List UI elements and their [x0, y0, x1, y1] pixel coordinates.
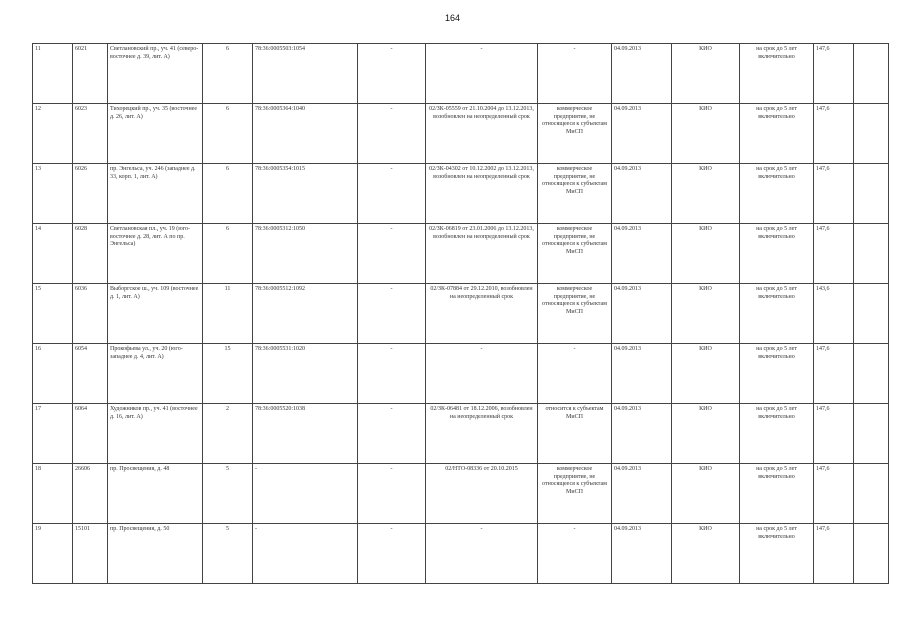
column-dash: - — [358, 164, 426, 224]
price: 147,6 — [814, 344, 854, 404]
contract-info: 02/ЗК-04302 от 10.12.2002 до 13.12.2013, возобновлен на неопределенный срок — [426, 164, 538, 224]
contract-info: 02/ЗК-05559 от 21.10.2004 до 13.12.2013, возобновлен на неопределенный срок — [426, 104, 538, 164]
entity-status: - — [538, 524, 612, 584]
cadastral-number: 78:36:0005312:1050 — [253, 224, 358, 284]
address: Прокофьева ул., уч. 20 (юго-западнее д. 4, лит. А) — [108, 344, 203, 404]
price: 147,6 — [814, 404, 854, 464]
organization: КИО — [672, 464, 740, 524]
area: 2 — [203, 404, 253, 464]
entity-status: коммерческое предприятие, не относящееся к субъектам МиСП — [538, 224, 612, 284]
organization: КИО — [672, 104, 740, 164]
entity-status: относится к субъектам МиСП — [538, 404, 612, 464]
row-number: 16 — [33, 344, 73, 404]
term: на срок до 5 лет включительно — [740, 344, 814, 404]
extra-cell — [854, 224, 889, 284]
price: 147,6 — [814, 104, 854, 164]
cadastral-number: 78:36:0005520:1038 — [253, 404, 358, 464]
column-dash: - — [358, 104, 426, 164]
entity-status: коммерческое предприятие, не относящееся к субъектам МиСП — [538, 464, 612, 524]
row-number: 18 — [33, 464, 73, 524]
object-id: 6054 — [73, 344, 108, 404]
column-dash: - — [358, 344, 426, 404]
entity-status: - — [538, 44, 612, 104]
object-id: 6036 — [73, 284, 108, 344]
table-row — [33, 524, 889, 584]
cadastral-number: - — [253, 464, 358, 524]
organization: КИО — [672, 224, 740, 284]
entity-status: - — [538, 344, 612, 404]
decision-date: 04.09.2013 — [612, 464, 672, 524]
area: 6 — [203, 104, 253, 164]
table-row — [33, 464, 889, 524]
area: 15 — [203, 344, 253, 404]
price: 147,6 — [814, 164, 854, 224]
term: на срок до 5 лет включительно — [740, 224, 814, 284]
address: Выборгское ш., уч. 109 (восточнее д. 1, лит. А) — [108, 284, 203, 344]
column-dash: - — [358, 464, 426, 524]
term: на срок до 5 лет включительно — [740, 44, 814, 104]
area: 6 — [203, 164, 253, 224]
decision-date: 04.09.2013 — [612, 164, 672, 224]
cadastral-number: 78:36:0005512:1092 — [253, 284, 358, 344]
price: 147,6 — [814, 224, 854, 284]
table-row — [33, 44, 889, 104]
decision-date: 04.09.2013 — [612, 344, 672, 404]
address: пр. Просвещения, д. 48 — [108, 464, 203, 524]
decision-date: 04.09.2013 — [612, 524, 672, 584]
cadastral-number: - — [253, 524, 358, 584]
table-row — [33, 344, 889, 404]
organization: КИО — [672, 344, 740, 404]
cadastral-number: 78:36:0005364:1040 — [253, 104, 358, 164]
organization: КИО — [672, 284, 740, 344]
object-id: 6064 — [73, 404, 108, 464]
price: 147,6 — [814, 464, 854, 524]
address: Светлановская пл., уч. 19 (юго-восточнее д. 28, лит. А по пр. Энгельса) — [108, 224, 203, 284]
table-row — [33, 284, 889, 344]
row-number: 13 — [33, 164, 73, 224]
extra-cell — [854, 344, 889, 404]
decision-date: 04.09.2013 — [612, 224, 672, 284]
address: Художников пр., уч. 41 (восточнее д. 16, лит. А) — [108, 404, 203, 464]
area: 6 — [203, 224, 253, 284]
column-dash: - — [358, 224, 426, 284]
table-row — [33, 164, 889, 224]
term: на срок до 5 лет включительно — [740, 104, 814, 164]
row-number: 11 — [33, 44, 73, 104]
address: пр. Просвещения, д. 50 — [108, 524, 203, 584]
cadastral-number: 78:36:0005503:1054 — [253, 44, 358, 104]
entity-status: коммерческое предприятие, не относящееся к субъектам МиСП — [538, 104, 612, 164]
decision-date: 04.09.2013 — [612, 284, 672, 344]
decision-date: 04.09.2013 — [612, 404, 672, 464]
column-dash: - — [358, 44, 426, 104]
price: 143,6 — [814, 284, 854, 344]
row-number: 17 — [33, 404, 73, 464]
contract-info: - — [426, 524, 538, 584]
decision-date: 04.09.2013 — [612, 104, 672, 164]
column-dash: - — [358, 524, 426, 584]
area: 11 — [203, 284, 253, 344]
column-dash: - — [358, 404, 426, 464]
table-row — [33, 404, 889, 464]
term: на срок до 5 лет включительно — [740, 524, 814, 584]
organization: КИО — [672, 404, 740, 464]
row-number: 14 — [33, 224, 73, 284]
price: 147,6 — [814, 44, 854, 104]
organization: КИО — [672, 44, 740, 104]
address: Светлановский пр., уч. 41 (северо-восточнее д. 39, лит. А) — [108, 44, 203, 104]
address: пр. Энгельса, уч. 246 (западнее д. 33, корп. 1, лит. А) — [108, 164, 203, 224]
object-id: 6021 — [73, 44, 108, 104]
area: 5 — [203, 524, 253, 584]
term: на срок до 5 лет включительно — [740, 464, 814, 524]
contract-info: 02/ЗК-07884 от 29.12.2010, возобновлен на неопределенный срок — [426, 284, 538, 344]
organization: КИО — [672, 164, 740, 224]
row-number: 15 — [33, 284, 73, 344]
term: на срок до 5 лет включительно — [740, 164, 814, 224]
extra-cell — [854, 464, 889, 524]
extra-cell — [854, 404, 889, 464]
organization: КИО — [672, 524, 740, 584]
extra-cell — [854, 104, 889, 164]
row-number: 12 — [33, 104, 73, 164]
entity-status: коммерческое предприятие, не относящееся к субъектам МиСП — [538, 164, 612, 224]
contract-info: 02/ЗК-06819 от 23.01.2006 до 13.12.2013, возобновлен на неопределенный срок — [426, 224, 538, 284]
page-number: 164 — [444, 13, 461, 23]
decision-date: 04.09.2013 — [612, 44, 672, 104]
contract-info: 02/НТО-08336 от 20.10.2015 — [426, 464, 538, 524]
entity-status: коммерческое предприятие, не относящееся к субъектам МиСП — [538, 284, 612, 344]
object-id: 26606 — [73, 464, 108, 524]
area: 6 — [203, 44, 253, 104]
extra-cell — [854, 524, 889, 584]
object-id: 6023 — [73, 104, 108, 164]
table-row — [33, 224, 889, 284]
extra-cell — [854, 44, 889, 104]
table-row — [33, 104, 889, 164]
contract-info: 02/ЗК-06481 от 18.12.2006, возобновлен на неопределенный срок — [426, 404, 538, 464]
column-dash: - — [358, 284, 426, 344]
area: 5 — [203, 464, 253, 524]
object-id: 6026 — [73, 164, 108, 224]
cadastral-number: 78:36:0005354:1015 — [253, 164, 358, 224]
row-number: 19 — [33, 524, 73, 584]
extra-cell — [854, 284, 889, 344]
term: на срок до 5 лет включительно — [740, 284, 814, 344]
register-table — [32, 43, 889, 584]
price: 147,6 — [814, 524, 854, 584]
term: на срок до 5 лет включительно — [740, 404, 814, 464]
object-id: 6028 — [73, 224, 108, 284]
address: Тихорецкий пр., уч. 35 (восточнее д. 26, лит. А) — [108, 104, 203, 164]
cadastral-number: 78:36:0005531:1020 — [253, 344, 358, 404]
contract-info: - — [426, 344, 538, 404]
object-id: 15101 — [73, 524, 108, 584]
contract-info: - — [426, 44, 538, 104]
extra-cell — [854, 164, 889, 224]
